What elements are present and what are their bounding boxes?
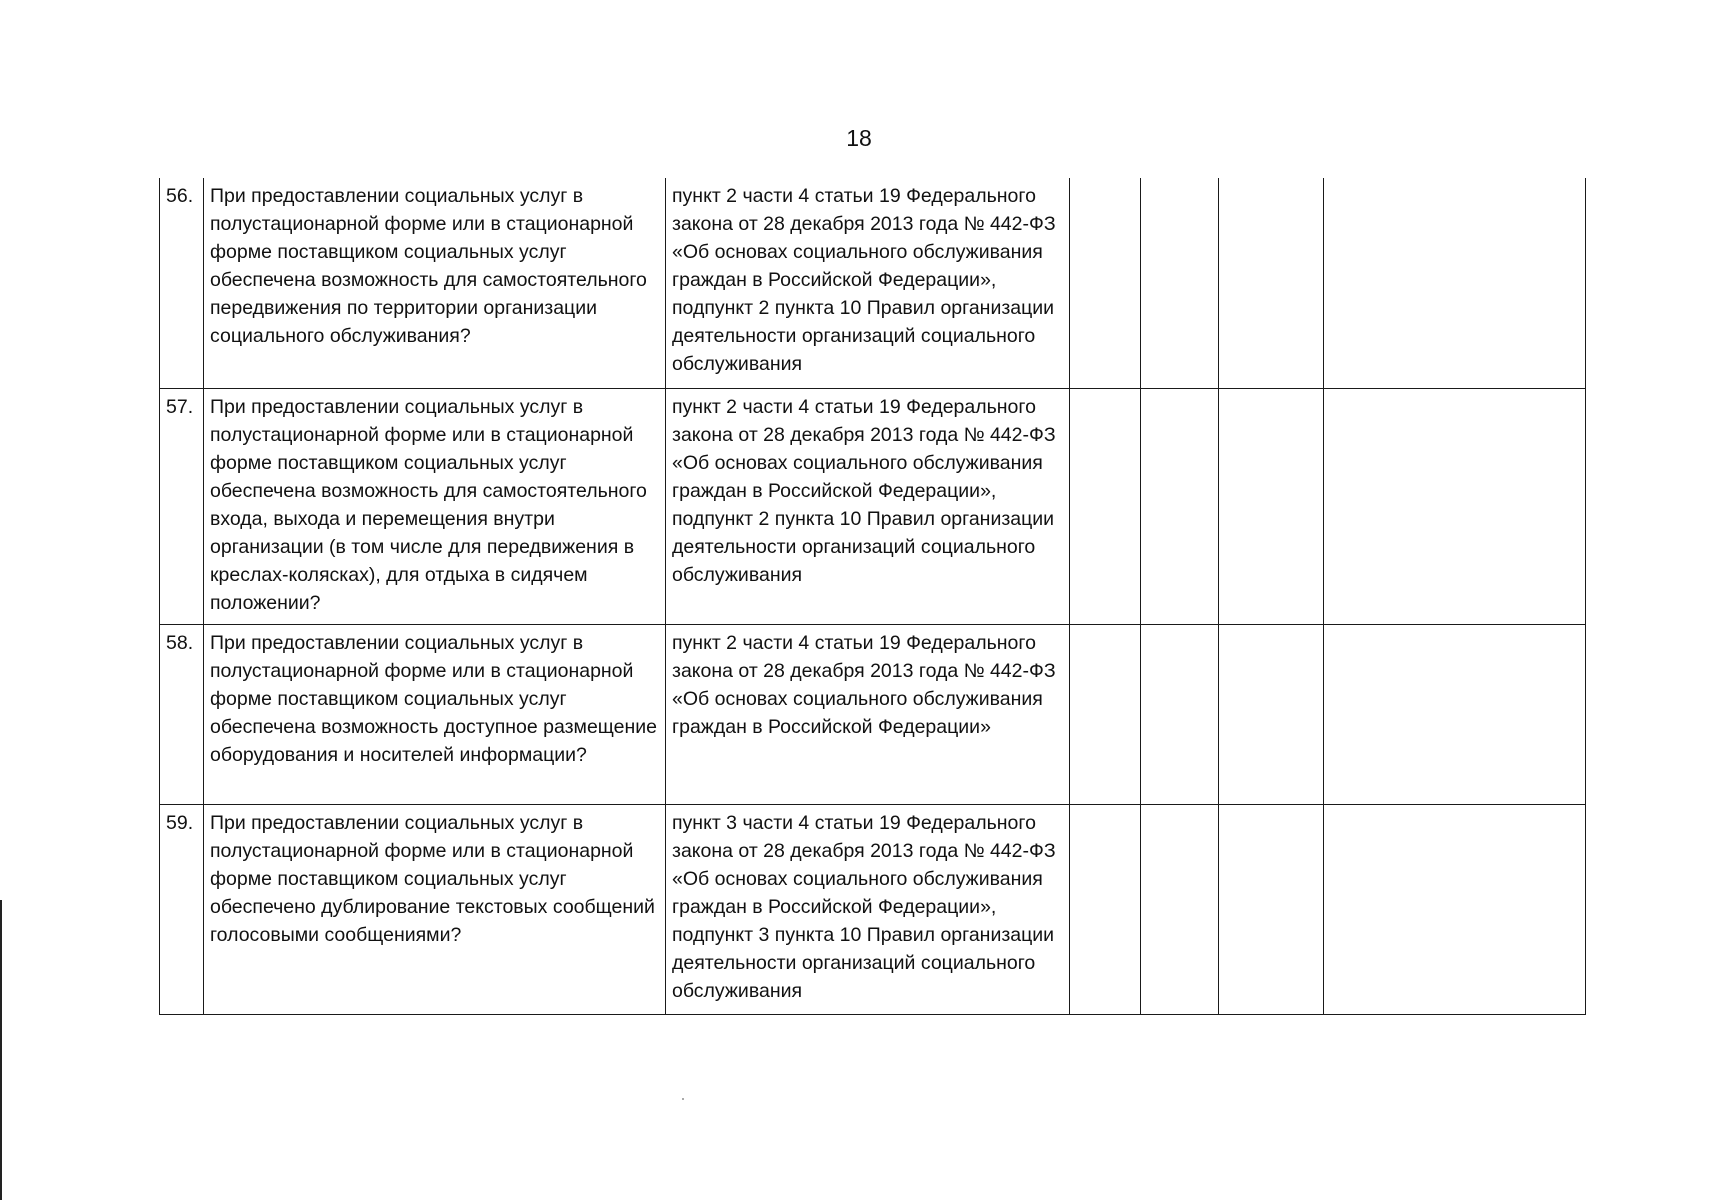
answer-cell-yes: [1070, 804, 1141, 1014]
answer-cell-no: [1141, 624, 1219, 804]
notes-cell: [1324, 178, 1586, 388]
question-cell: При предоставлении социальных услуг в полустационарной форме или в стационарной форме поставщиком социальных услуг обеспечено дублирование текстовых сообщений голосовыми сообщениями?: [204, 804, 666, 1014]
row-number: 57.: [160, 388, 204, 624]
table-row: [160, 804, 1586, 1014]
question-cell: При предоставлении социальных услуг в полустационарной форме или в стационарной форме поставщиком социальных услуг обеспечена возможность для самостоятельного передвижения по территории организации социального обслуживания?: [204, 178, 666, 388]
row-number: 56.: [160, 178, 204, 388]
answer-cell-no: [1141, 178, 1219, 388]
table-row: [160, 388, 1586, 624]
answer-cell-na: [1219, 178, 1324, 388]
answer-cell-yes: [1070, 388, 1141, 624]
answer-cell-no: [1141, 804, 1219, 1014]
notes-cell: [1324, 624, 1586, 804]
legal-basis-cell: пункт 2 части 4 статьи 19 Федерального закона от 28 декабря 2013 года № 442-ФЗ «Об основах социального обслуживания граждан в Российской Федерации»: [666, 624, 1070, 804]
notes-cell: [1324, 804, 1586, 1014]
answer-cell-na: [1219, 804, 1324, 1014]
scan-edge-line: [0, 900, 2, 1200]
answer-cell-na: [1219, 624, 1324, 804]
answer-cell-yes: [1070, 178, 1141, 388]
legal-basis-cell: пункт 3 части 4 статьи 19 Федерального закона от 28 декабря 2013 года № 442-ФЗ «Об основах социального обслуживания граждан в Российской Федерации», подпункт 3 пункта 10 Правил организации деятельности организаций социального обслуживания: [666, 804, 1070, 1014]
question-cell: При предоставлении социальных услуг в полустационарной форме или в стационарной форме поставщиком социальных услуг обеспечена возможность доступное размещение оборудования и носителей информации?: [204, 624, 666, 804]
legal-basis-cell: пункт 2 части 4 статьи 19 Федерального закона от 28 декабря 2013 года № 442-ФЗ «Об основах социального обслуживания граждан в Российской Федерации», подпункт 2 пункта 10 Правил организации деятельности организаций социального обслуживания: [666, 178, 1070, 388]
notes-cell: [1324, 388, 1586, 624]
table-row: [160, 624, 1586, 804]
table-row: [160, 178, 1586, 388]
answer-cell-na: [1219, 388, 1324, 624]
row-number: 59.: [160, 804, 204, 1014]
legal-basis-cell: пункт 2 части 4 статьи 19 Федерального закона от 28 декабря 2013 года № 442-ФЗ «Об основах социального обслуживания граждан в Российской Федерации», подпункт 2 пункта 10 Правил организации деятельности организаций социального обслуживания: [666, 388, 1070, 624]
row-number: 58.: [160, 624, 204, 804]
checklist-table: [159, 178, 1586, 1015]
page-number: 18: [846, 125, 872, 151]
question-cell: При предоставлении социальных услуг в полустационарной форме или в стационарной форме поставщиком социальных услуг обеспечена возможность для самостоятельного входа, выхода и перемещения внутри организации (в том числе для передвижения в креслах-колясках), для отдыха в сидячем положении?: [204, 388, 666, 624]
answer-cell-yes: [1070, 624, 1141, 804]
scan-speck: [682, 1098, 684, 1100]
answer-cell-no: [1141, 388, 1219, 624]
